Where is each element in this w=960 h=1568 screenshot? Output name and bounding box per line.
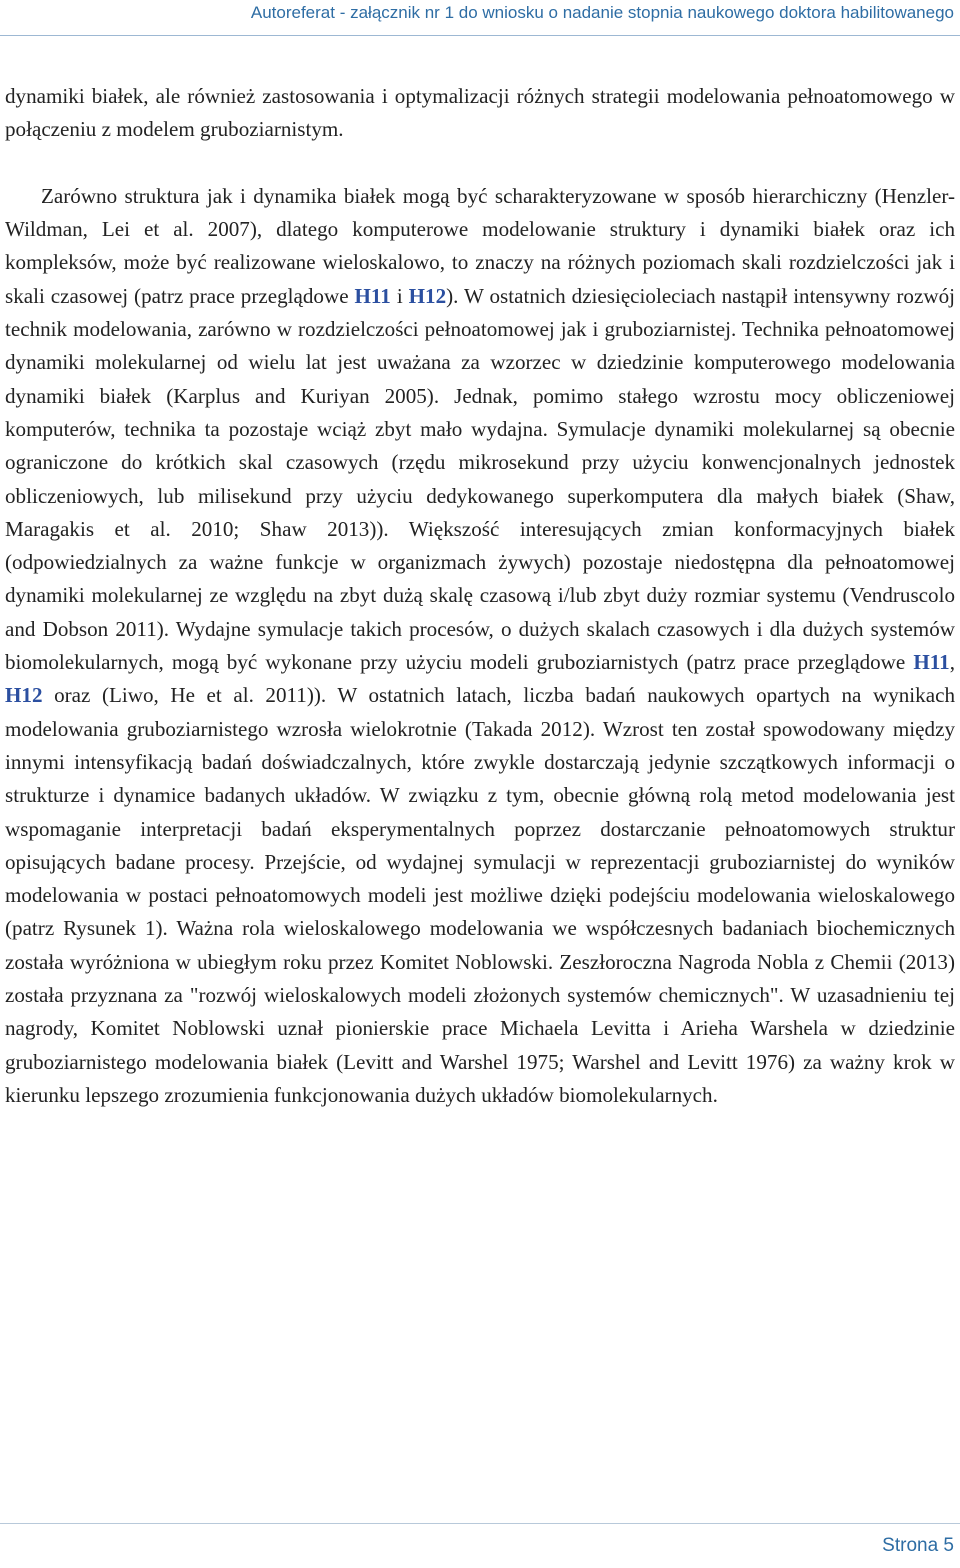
page-number: Strona 5 [882,1535,954,1556]
paragraph-text: ). W ostatnich dziesięcioleciach nastąpił intensywny rozwój technik modelowania, zarówno w rozdzielczości pełnoatomowej jak i gruboziarnistej. Technika pełnoatomowej dynamiki molekularnej od wielu lat jest uważana za wzorzec w dziedzinie komputerowego modelowania dynamiki białek (Karplus and Kuriyan 2005). Jednak, pomimo stałego wzrostu mocy obliczeniowej komputerów, technika ta pozostaje wciąż zbyt mało wydajna. Symulacje dynamiki molekularnej są obecnie ograniczone do krótkich skal czasowych (rzędu mikrosekund przy użyciu konwencjonalnych jednostek obliczeniowych, lub milisekund przy użyciu dedykowanego superkomputera dla małych białek (Shaw, Maragakis et al. 2010; Shaw 2013)). Większość interesujących zmian konformacyjnych białek (odpowiedzialnych za ważne funkcje w organizmach żywych) pozostaje niedostępna dla pełnoatomowej dynamiki molekularnej ze względu na zbyt dużą skalę czasową i/lub zbyt duży rozmiar systemu (Vendruscolo and Dobson 2011). Wydajne symulacje takich procesów, o dużych skalach czasowych i dla dużych systemów biomolekularnych, mogą być wykonane przy użyciu modeli gruboziarnistych (patrz prace przeglądowe [5,283,955,675]
paragraph-main [5,180,955,1112]
footer-divider [0,1523,960,1524]
document-body [5,80,955,1112]
paragraph-continuation: dynamiki białek, ale również zastosowania i optymalizacji różnych strategii modelowania pełnoatomowego w połączeniu z modelem gruboziarnistym. [5,84,955,142]
reference-link-h11[interactable]: H11 [913,650,950,675]
paragraph-text: oraz (Liwo, He et al. 2011)). W ostatnich latach, liczba badań naukowych opartych na wynikach modelowania gruboziarnistego wzrosła wielokrotnie (Takada 2012). Wzrost ten został spowodowany między innymi intensyfikacją badań doświadczalnych, które zwykle dostarczają jedynie szczątkowych informacji o strukturze i dynamice badanych układów. W związku z tym, obecnie główną rolą metod modelowania jest wspomaganie interpretacji badań eksperymentalnych poprzez dostarczanie pełnoatomowych struktur opisujących badane procesy. Przejście, od wydajnej symulacji w reprezentacji gruboziarnistej do wyników modelowania w postaci pełnoatomowych modeli jest możliwe dzięki podejściu modelowania wieloskalowego (patrz Rysunek 1). Ważna rola wieloskalowego modelowania we współczesnych badaniach biochemicznych została wyróżniona w ubiegłym roku przez Komitet Noblowski. Zeszłoroczna Nagroda Nobla z Chemii (2013) została przyznana za "rozwój wieloskalowych modeli złożonych systemów chemicznych". W uzasadnieniu tej nagrody, Komitet Noblowski uznał pionierskie prace Michaela Levitta i Arieha Warshela w dziedzinie gruboziarnistego modelowania białek (Levitt and Warshel 1975; Warshel and Levitt 1976) za ważny krok w kierunku lepszego zrozumienia funkcjonowania dużych układów biomolekularnych. [5,683,955,1107]
reference-link-h12[interactable]: H12 [5,683,43,708]
paragraph-text: i [390,283,409,308]
reference-link-h12[interactable]: H12 [408,283,447,308]
reference-link-h11[interactable]: H11 [354,283,391,308]
header-divider [0,35,960,36]
paragraph-text: Zarówno struktura jak i dynamika białek mogą być scharakteryzowane w sposób hierarchiczny (Henzler-Wildman, Lei et al. 2007), dlatego komputerowe modelowanie struktury i dynamiki białek oraz ich kompleksów, może być realizowane wieloskalowo, to znaczy na różnych poziomach skali rozdzielczości jak i skali czasowej (patrz prace przeglądowe [5,183,955,308]
paragraph-text: , [949,650,955,675]
running-header: Autoreferat - załącznik nr 1 do wniosku o nadanie stopnia naukowego doktora habilitowanego [250,3,954,22]
